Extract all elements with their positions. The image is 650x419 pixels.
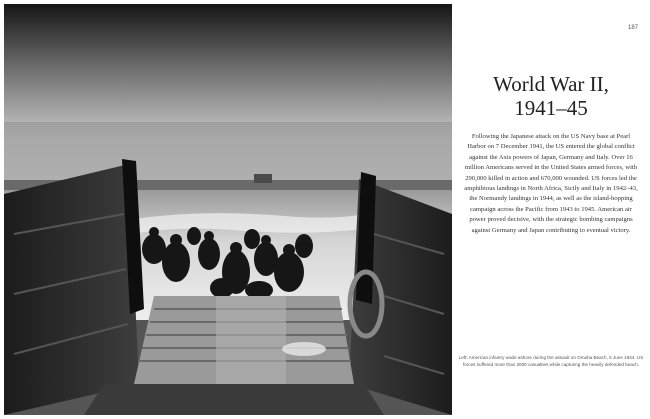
omaha-beach-photo-illustration <box>4 4 452 415</box>
body-paragraph: Following the Japanese attack on the US Navy base at Pearl Harbor on 7 December 1941, the US entered the global conflict against the Axis powers of Japan, Germany and Italy. Over 16 million Americans served in the United States armed forces, with 290,000 killed in action and 670,000 wounded. US forces led the amphibious landings in North Africa, Sicily and Italy in 1942–43, the Normandy landings in 1944, as well as the island-hopping campaign across the Pacific from 1943 to 1945. American air power proved decisive, with the strategic bombing campaigns against Germany and Japan contributing to eventual victory. <box>464 133 638 234</box>
boat-deck <box>84 384 384 415</box>
title-line-2: 1941–45 <box>514 96 588 120</box>
photo-caption: Left: American infantry wade ashore during the assault on Omaha Beach, 6 June 1944. US forces suffered more than 2000 casualties while capturing the heavily defended beach. <box>458 355 644 367</box>
ramp-center-plate <box>216 296 286 386</box>
debris <box>282 342 326 356</box>
left-boat-wall <box>4 164 139 415</box>
title-line-1: World War II, <box>493 72 609 96</box>
page-title <box>460 72 642 120</box>
smoke-haze <box>4 122 452 184</box>
text-panel <box>452 0 650 419</box>
page-number: 187 <box>627 25 638 31</box>
landing-craft-photo <box>4 4 452 415</box>
distant-vessel <box>254 174 272 183</box>
